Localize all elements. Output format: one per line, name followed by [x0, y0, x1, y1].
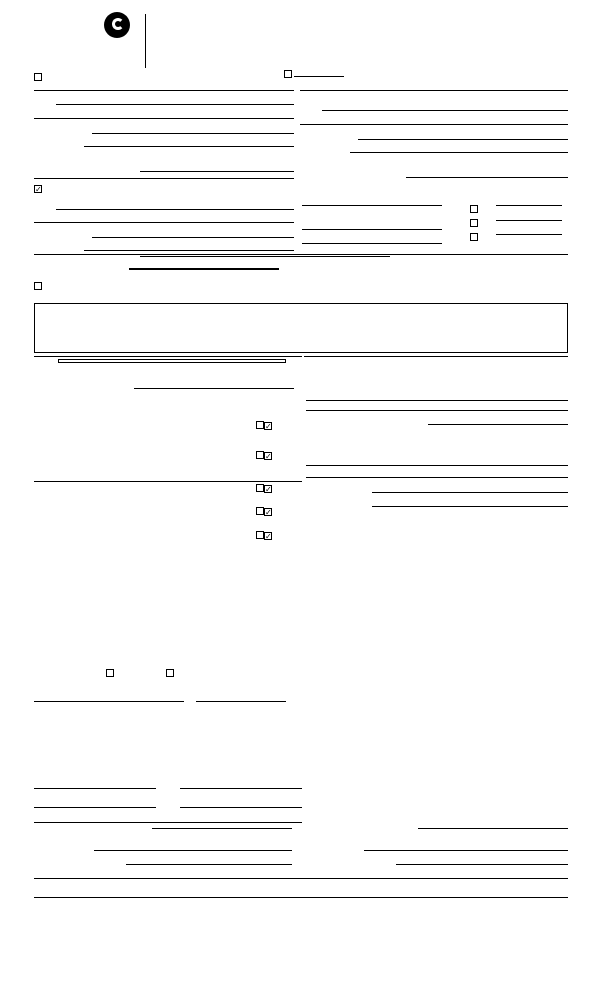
personal-check-1[interactable] — [470, 205, 478, 214]
segregated-check[interactable] — [34, 282, 42, 291]
personal-check-2[interactable] — [470, 219, 478, 228]
grantee-signature[interactable] — [418, 828, 568, 829]
revenue-logo-icon — [104, 12, 130, 38]
grantor-signature[interactable] — [152, 828, 292, 829]
land-use-select[interactable] — [58, 359, 286, 363]
seller-mail-field[interactable] — [92, 133, 294, 134]
street-field[interactable] — [140, 256, 390, 257]
q-historic-yes-no[interactable] — [256, 531, 272, 540]
partial-sale-check[interactable] — [284, 70, 344, 79]
personal-check-3[interactable] — [470, 233, 478, 242]
doc-date-field[interactable] — [372, 506, 568, 507]
assessed-value-2[interactable] — [496, 220, 562, 221]
county-select[interactable] — [129, 268, 279, 270]
q-timber-yes-no[interactable] — [256, 451, 272, 460]
parcel-number-1[interactable] — [302, 205, 442, 206]
buyer-name-field-2[interactable] — [300, 124, 568, 125]
seller-name-field[interactable] — [56, 104, 294, 105]
q-exemption-yes-no[interactable] — [256, 421, 272, 430]
doc-type-field[interactable] — [372, 492, 568, 493]
legal-desc-box[interactable] — [34, 303, 568, 353]
buyer-city-field[interactable] — [350, 152, 568, 153]
q-current-use-yes-no[interactable] — [256, 507, 272, 516]
multi-location-check[interactable] — [34, 73, 42, 82]
buyer-mail-field[interactable] — [358, 139, 568, 140]
q-forest-yes-no[interactable] — [256, 484, 272, 493]
wac-field[interactable] — [428, 424, 568, 425]
assessed-value-1[interactable] — [496, 205, 562, 206]
buyer-name-field[interactable] — [322, 110, 568, 111]
land-does-check[interactable] — [106, 669, 114, 678]
seller-city-field[interactable] — [84, 146, 294, 147]
tax-corr-label — [34, 183, 42, 194]
seller-name-field-2[interactable] — [34, 118, 294, 119]
assessed-value-3[interactable] — [496, 234, 562, 235]
grantor-date-field[interactable] — [126, 864, 292, 865]
grantor-name-field[interactable] — [94, 850, 292, 851]
grantee-date-field[interactable] — [396, 864, 568, 865]
land-not-qualify-check[interactable] — [166, 669, 174, 678]
same-as-buyer-check[interactable] — [34, 185, 42, 193]
grantee-name-field[interactable] — [364, 850, 568, 851]
